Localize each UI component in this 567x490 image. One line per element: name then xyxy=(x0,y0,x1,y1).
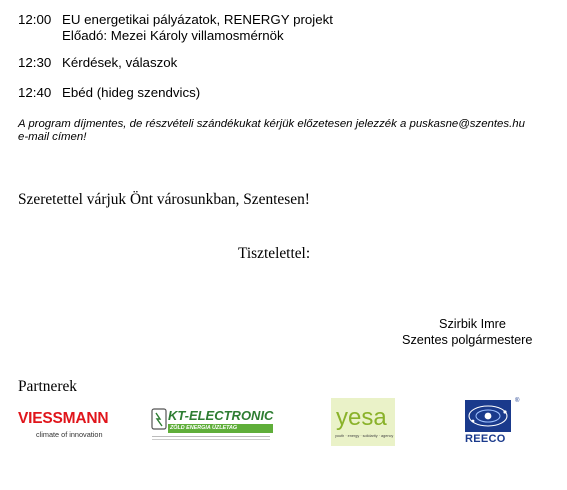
viessmann-tagline: climate of innovation xyxy=(36,430,103,439)
notice-line-2: e-mail címen! xyxy=(18,131,87,143)
schedule-row-1230 xyxy=(18,55,177,71)
kt-wordmark: KT-ELECTRONIC xyxy=(168,408,274,423)
kt-band: ZÖLD ENERGIA ÜZLETAG xyxy=(168,424,273,433)
schedule-title: EU energetikai pályázatok, RENERGY projekt xyxy=(62,12,333,27)
schedule-time: 12:00 xyxy=(18,12,52,27)
kt-contact-line xyxy=(152,436,270,437)
yesa-logo xyxy=(331,398,395,446)
kt-contact-line xyxy=(152,439,270,440)
reeco-registered-mark: ® xyxy=(515,398,520,404)
schedule-speaker: Előadó: Mezei Károly villamosmérnök xyxy=(62,28,284,43)
signature-name: Szirbik Imre xyxy=(439,317,506,331)
closing-greeting: Tisztelettel: xyxy=(238,245,311,262)
schedule-row-1200 xyxy=(18,12,333,44)
schedule-title: Ebéd (hideg szendvics) xyxy=(62,85,201,100)
schedule-row-1240 xyxy=(18,85,200,101)
kt-emblem-icon xyxy=(150,407,168,431)
reeco-orbit-icon xyxy=(465,400,511,432)
welcome-message: Szeretettel várjuk Önt városunkban, Szentesen! xyxy=(18,191,310,208)
schedule-time: 12:30 xyxy=(18,55,52,70)
viessmann-logo xyxy=(18,410,114,444)
partners-heading: Partnerek xyxy=(18,378,77,395)
notice-line-1: A program díjmentes, de részvételi szándékukat kérjük előzetesen jelezzék a puskasne@szentes.hu xyxy=(18,118,525,130)
reeco-wordmark: REECO xyxy=(465,433,506,445)
yesa-tagline: youth · energy · solidarity · agency xyxy=(335,434,394,438)
schedule-title: Kérdések, válaszok xyxy=(62,55,178,70)
registration-notice xyxy=(18,118,525,144)
kt-electronic-logo xyxy=(148,406,273,444)
reeco-logo xyxy=(463,398,527,446)
viessmann-wordmark: VIESSMANN xyxy=(18,410,109,427)
signature-title: Szentes polgármestere xyxy=(402,333,533,347)
yesa-wordmark: yesa xyxy=(336,404,387,431)
schedule-time: 12:40 xyxy=(18,85,52,100)
